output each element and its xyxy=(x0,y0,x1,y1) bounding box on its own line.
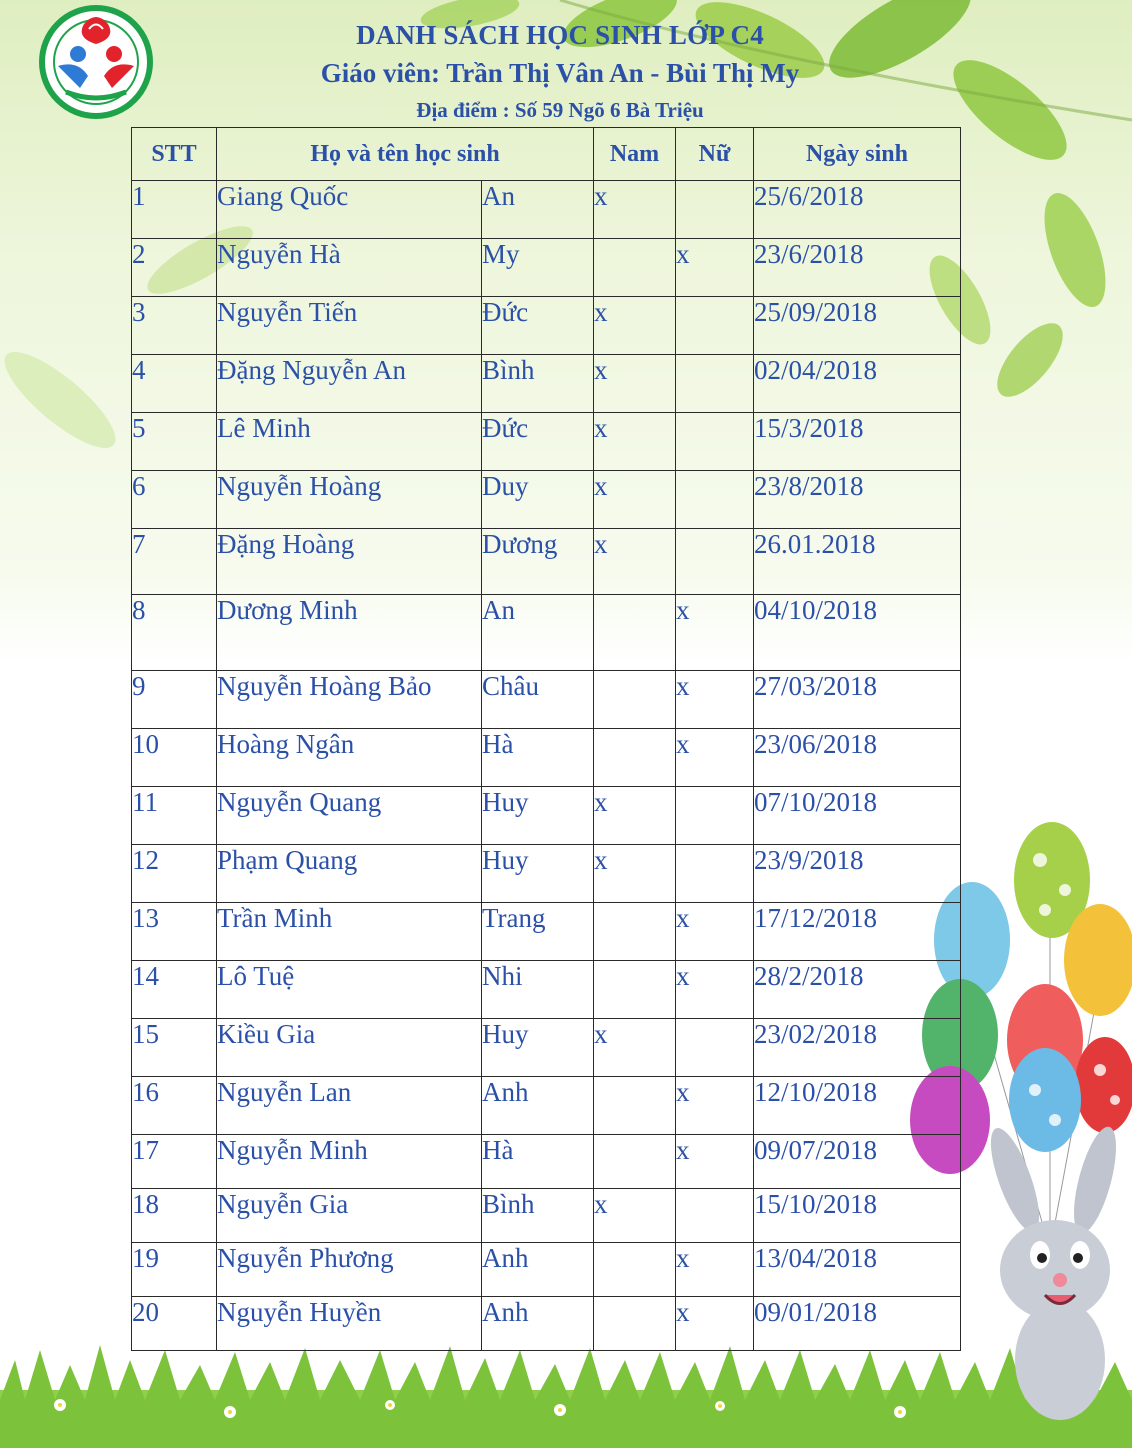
column-header-female: Nữ xyxy=(676,128,754,181)
student-given-name: An xyxy=(482,595,594,671)
student-surname: Đặng Nguyễn An xyxy=(217,355,482,413)
table-row xyxy=(132,903,961,961)
date-of-birth: 09/07/2018 xyxy=(754,1135,961,1189)
row-number: 14 xyxy=(132,961,217,1019)
student-surname: Giang Quốc xyxy=(217,181,482,239)
student-surname: Dương Minh xyxy=(217,595,482,671)
student-surname: Trần Minh xyxy=(217,903,482,961)
male-mark: x xyxy=(594,787,676,845)
student-given-name: Đức xyxy=(482,297,594,355)
student-given-name: Bình xyxy=(482,1189,594,1243)
female-mark: x xyxy=(676,671,754,729)
female-mark: x xyxy=(676,239,754,297)
row-number: 9 xyxy=(132,671,217,729)
date-of-birth: 13/04/2018 xyxy=(754,1243,961,1297)
male-mark: x xyxy=(594,413,676,471)
date-of-birth: 12/10/2018 xyxy=(754,1077,961,1135)
student-surname: Nguyễn Hà xyxy=(217,239,482,297)
student-given-name: Huy xyxy=(482,1019,594,1077)
female-mark xyxy=(676,297,754,355)
female-mark xyxy=(676,471,754,529)
row-number: 12 xyxy=(132,845,217,903)
student-given-name: Hà xyxy=(482,729,594,787)
column-header-male: Nam xyxy=(594,128,676,181)
date-of-birth: 25/6/2018 xyxy=(754,181,961,239)
date-of-birth: 17/12/2018 xyxy=(754,903,961,961)
female-mark xyxy=(676,845,754,903)
male-mark xyxy=(594,239,676,297)
column-header-name: Họ và tên học sinh xyxy=(217,128,594,181)
male-mark xyxy=(594,903,676,961)
table-row xyxy=(132,355,961,413)
student-surname: Kiều Gia xyxy=(217,1019,482,1077)
row-number: 18 xyxy=(132,1189,217,1243)
student-given-name: Trang xyxy=(482,903,594,961)
table-row xyxy=(132,1135,961,1189)
student-given-name: My xyxy=(482,239,594,297)
male-mark xyxy=(594,671,676,729)
location-line: Địa điểm : Số 59 Ngõ 6 Bà Triệu xyxy=(416,98,704,122)
student-given-name: Đức xyxy=(482,413,594,471)
table-row xyxy=(132,961,961,1019)
table-row xyxy=(132,181,961,239)
male-mark: x xyxy=(594,471,676,529)
student-given-name: Duy xyxy=(482,471,594,529)
female-mark: x xyxy=(676,729,754,787)
student-surname: Đặng Hoàng xyxy=(217,529,482,595)
student-given-name: Huy xyxy=(482,845,594,903)
row-number: 1 xyxy=(132,181,217,239)
table-body xyxy=(132,181,961,1351)
female-mark xyxy=(676,355,754,413)
column-header-stt: STT xyxy=(132,128,217,181)
table-header-row xyxy=(132,128,961,181)
student-surname: Nguyễn Huyền xyxy=(217,1297,482,1351)
date-of-birth: 15/10/2018 xyxy=(754,1189,961,1243)
student-roster-table xyxy=(131,127,961,1351)
row-number: 2 xyxy=(132,239,217,297)
student-surname: Nguyễn Minh xyxy=(217,1135,482,1189)
date-of-birth: 28/2/2018 xyxy=(754,961,961,1019)
date-of-birth: 02/04/2018 xyxy=(754,355,961,413)
student-given-name: Bình xyxy=(482,355,594,413)
date-of-birth: 09/01/2018 xyxy=(754,1297,961,1351)
table-row xyxy=(132,529,961,595)
female-mark xyxy=(676,1019,754,1077)
student-given-name: Hà xyxy=(482,1135,594,1189)
female-mark: x xyxy=(676,961,754,1019)
male-mark xyxy=(594,1135,676,1189)
female-mark xyxy=(676,787,754,845)
student-given-name: Dương xyxy=(482,529,594,595)
female-mark: x xyxy=(676,1297,754,1351)
student-surname: Nguyễn Lan xyxy=(217,1077,482,1135)
female-mark: x xyxy=(676,595,754,671)
female-mark xyxy=(676,1189,754,1243)
row-number: 13 xyxy=(132,903,217,961)
page-title: DANH SÁCH HỌC SINH LỚP C4 xyxy=(356,20,764,50)
male-mark xyxy=(594,1297,676,1351)
female-mark xyxy=(676,181,754,239)
date-of-birth: 27/03/2018 xyxy=(754,671,961,729)
table-row xyxy=(132,787,961,845)
teachers-line: Giáo viên: Trần Thị Vân An - Bùi Thị My xyxy=(320,58,800,88)
male-mark: x xyxy=(594,1019,676,1077)
date-of-birth: 23/6/2018 xyxy=(754,239,961,297)
male-mark xyxy=(594,961,676,1019)
student-surname: Nguyễn Hoàng Bảo xyxy=(217,671,482,729)
row-number: 6 xyxy=(132,471,217,529)
row-number: 20 xyxy=(132,1297,217,1351)
student-surname: Nguyễn Gia xyxy=(217,1189,482,1243)
row-number: 3 xyxy=(132,297,217,355)
table-row xyxy=(132,1189,961,1243)
school-logo xyxy=(26,4,166,122)
row-number: 10 xyxy=(132,729,217,787)
table-row xyxy=(132,1297,961,1351)
table-row xyxy=(132,595,961,671)
table-row xyxy=(132,471,961,529)
grass-decoration xyxy=(0,1345,1132,1448)
table-row xyxy=(132,1077,961,1135)
row-number: 19 xyxy=(132,1243,217,1297)
table-row xyxy=(132,729,961,787)
student-surname: Nguyễn Hoàng xyxy=(217,471,482,529)
row-number: 17 xyxy=(132,1135,217,1189)
male-mark: x xyxy=(594,297,676,355)
student-given-name: Anh xyxy=(482,1243,594,1297)
student-given-name: Nhi xyxy=(482,961,594,1019)
student-given-name: Anh xyxy=(482,1077,594,1135)
female-mark xyxy=(676,529,754,595)
table-row xyxy=(132,1243,961,1297)
date-of-birth: 23/8/2018 xyxy=(754,471,961,529)
male-mark xyxy=(594,595,676,671)
male-mark: x xyxy=(594,1189,676,1243)
student-surname: Lê Minh xyxy=(217,413,482,471)
date-of-birth: 04/10/2018 xyxy=(754,595,961,671)
table-row xyxy=(132,671,961,729)
student-given-name: Huy xyxy=(482,787,594,845)
date-of-birth: 23/02/2018 xyxy=(754,1019,961,1077)
female-mark xyxy=(676,413,754,471)
female-mark: x xyxy=(676,1135,754,1189)
male-mark xyxy=(594,1077,676,1135)
date-of-birth: 26.01.2018 xyxy=(754,529,961,595)
row-number: 5 xyxy=(132,413,217,471)
row-number: 15 xyxy=(132,1019,217,1077)
date-of-birth: 15/3/2018 xyxy=(754,413,961,471)
row-number: 7 xyxy=(132,529,217,595)
student-surname: Lô Tuệ xyxy=(217,961,482,1019)
student-given-name: Châu xyxy=(482,671,594,729)
table-row xyxy=(132,1019,961,1077)
row-number: 8 xyxy=(132,595,217,671)
table-row xyxy=(132,413,961,471)
column-header-dob: Ngày sinh xyxy=(754,128,961,181)
student-surname: Nguyễn Phương xyxy=(217,1243,482,1297)
table-row xyxy=(132,845,961,903)
table-row xyxy=(132,239,961,297)
male-mark: x xyxy=(594,845,676,903)
student-surname: Hoàng Ngân xyxy=(217,729,482,787)
table-row xyxy=(132,297,961,355)
male-mark: x xyxy=(594,529,676,595)
male-mark: x xyxy=(594,181,676,239)
date-of-birth: 07/10/2018 xyxy=(754,787,961,845)
date-of-birth: 23/9/2018 xyxy=(754,845,961,903)
female-mark: x xyxy=(676,1243,754,1297)
student-given-name: Anh xyxy=(482,1297,594,1351)
female-mark: x xyxy=(676,1077,754,1135)
student-surname: Nguyễn Tiến xyxy=(217,297,482,355)
male-mark xyxy=(594,1243,676,1297)
student-surname: Nguyễn Quang xyxy=(217,787,482,845)
row-number: 11 xyxy=(132,787,217,845)
male-mark xyxy=(594,729,676,787)
student-surname: Phạm Quang xyxy=(217,845,482,903)
date-of-birth: 25/09/2018 xyxy=(754,297,961,355)
row-number: 16 xyxy=(132,1077,217,1135)
female-mark: x xyxy=(676,903,754,961)
row-number: 4 xyxy=(132,355,217,413)
date-of-birth: 23/06/2018 xyxy=(754,729,961,787)
student-given-name: An xyxy=(482,181,594,239)
male-mark: x xyxy=(594,355,676,413)
